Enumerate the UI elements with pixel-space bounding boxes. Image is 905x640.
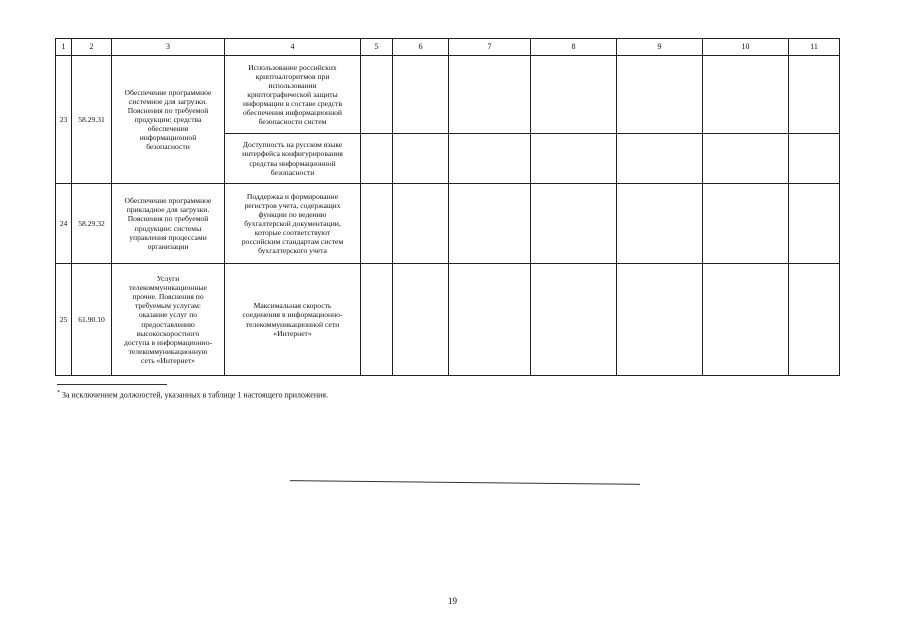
empty-cell bbox=[703, 184, 789, 264]
header-row bbox=[56, 39, 840, 56]
data-table bbox=[55, 38, 840, 376]
header-cell: 10 bbox=[703, 39, 789, 56]
product-feature: Поддержка и формирование регистров учета, содержащих функции по ведению бухгалтерской документации, которые соответствуют российским стандартам систем бухгалтерского учета bbox=[225, 184, 361, 264]
header-cell: 2 bbox=[72, 39, 112, 56]
empty-cell bbox=[703, 134, 789, 184]
empty-cell bbox=[531, 264, 617, 376]
empty-cell bbox=[703, 264, 789, 376]
empty-cell bbox=[449, 134, 531, 184]
header-cell: 8 bbox=[531, 39, 617, 56]
empty-cell bbox=[789, 134, 840, 184]
footnote bbox=[57, 390, 328, 400]
row-number: 23 bbox=[56, 56, 72, 184]
header-cell: 6 bbox=[393, 39, 449, 56]
empty-cell bbox=[361, 184, 393, 264]
empty-cell bbox=[393, 184, 449, 264]
table-row bbox=[56, 184, 840, 264]
footnote-mark: * bbox=[57, 390, 60, 396]
table-row bbox=[56, 264, 840, 376]
empty-cell bbox=[393, 264, 449, 376]
empty-cell bbox=[449, 264, 531, 376]
header-cell: 5 bbox=[361, 39, 393, 56]
product-name: Обеспечение программное прикладное для загрузки. Пояснения по требуемой продукции: системы управления процессами организации bbox=[112, 184, 225, 264]
product-feature: Доступность на русском языке интерфейса конфигурирования средства информационной безопасности bbox=[225, 134, 361, 184]
empty-cell bbox=[617, 56, 703, 134]
table-row bbox=[56, 56, 840, 134]
empty-cell bbox=[531, 56, 617, 134]
closing-line bbox=[290, 480, 640, 485]
footnote-text: За исключением должностей, указанных в таблице 1 настоящего приложения. bbox=[62, 390, 329, 400]
empty-cell bbox=[531, 134, 617, 184]
empty-cell bbox=[789, 264, 840, 376]
row-number: 25 bbox=[56, 264, 72, 376]
empty-cell bbox=[617, 184, 703, 264]
empty-cell bbox=[393, 56, 449, 134]
header-cell: 11 bbox=[789, 39, 840, 56]
okpd-code: 58.29.31 bbox=[72, 56, 112, 184]
empty-cell bbox=[531, 184, 617, 264]
empty-cell bbox=[703, 56, 789, 134]
page-number: 19 bbox=[448, 596, 457, 606]
row-number: 24 bbox=[56, 184, 72, 264]
empty-cell bbox=[361, 56, 393, 134]
empty-cell bbox=[449, 184, 531, 264]
header-cell: 1 bbox=[56, 39, 72, 56]
product-name: Обеспечение программное системное для загрузки. Пояснения по требуемой продукции: средства обеспечения информационной безопасности bbox=[112, 56, 225, 184]
product-name: Услуги телекоммуникационные прочие. Пояснения по требуемым услугам: оказание услуг по предоставлению высокоскоростного доступа в информационно- телекоммуникационную сеть «Интернет» bbox=[112, 264, 225, 376]
empty-cell bbox=[361, 134, 393, 184]
empty-cell bbox=[449, 56, 531, 134]
empty-cell bbox=[393, 134, 449, 184]
empty-cell bbox=[617, 264, 703, 376]
footnote-divider bbox=[57, 384, 167, 385]
header-cell: 9 bbox=[617, 39, 703, 56]
okpd-code: 58.29.32 bbox=[72, 184, 112, 264]
header-cell: 7 bbox=[449, 39, 531, 56]
product-feature: Максимальная скорость соединения в информационно- телекоммуникационной сети «Интернет» bbox=[225, 264, 361, 376]
product-feature: Использование российских криптоалгоритмов при использовании криптографической защиты информации в составе средств обеспечения информационной безопасности систем bbox=[225, 56, 361, 134]
okpd-code: 61.90.10 bbox=[72, 264, 112, 376]
empty-cell bbox=[361, 264, 393, 376]
empty-cell bbox=[617, 134, 703, 184]
empty-cell bbox=[789, 56, 840, 134]
header-cell: 3 bbox=[112, 39, 225, 56]
header-cell: 4 bbox=[225, 39, 361, 56]
empty-cell bbox=[789, 184, 840, 264]
